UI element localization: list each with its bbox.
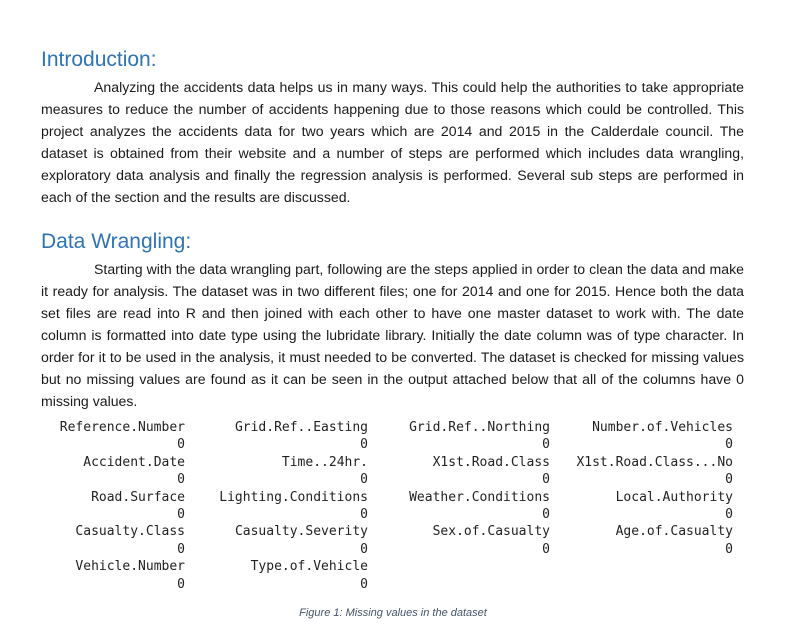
missing-count-cell: 0 bbox=[177, 541, 185, 557]
console-row bbox=[41, 489, 751, 506]
console-row bbox=[41, 558, 751, 575]
missing-count-cell bbox=[368, 576, 550, 593]
introduction-heading: Introduction: bbox=[41, 48, 157, 71]
column-name-cell: Grid.Ref..Easting bbox=[234, 420, 368, 435]
console-row bbox=[41, 541, 751, 558]
missing-count-cell: 0 bbox=[725, 472, 733, 488]
missing-count-cell: 0 bbox=[360, 576, 368, 592]
console-row bbox=[41, 454, 751, 471]
missing-count-cell bbox=[550, 576, 733, 593]
column-name-cell: Road.Surface bbox=[91, 489, 185, 505]
figure-caption: Figure 1: Missing values in the dataset bbox=[299, 607, 487, 619]
column-name-cell: X1st.Road.Class...No bbox=[576, 454, 733, 470]
column-name-cell: Time..24hr. bbox=[281, 454, 368, 470]
console-row bbox=[41, 523, 751, 540]
column-name-cell: Accident.Date bbox=[83, 454, 185, 470]
column-name-cell: Age.of.Casualty bbox=[615, 524, 733, 540]
column-name-cell: Casualty.Class bbox=[75, 524, 185, 540]
missing-count-cell: 0 bbox=[360, 541, 368, 557]
column-name-cell: Weather.Conditions bbox=[409, 489, 550, 505]
console-row bbox=[41, 436, 751, 453]
console-row bbox=[41, 419, 751, 436]
console-row bbox=[41, 471, 751, 488]
missing-count-cell: 0 bbox=[177, 472, 185, 488]
missing-count-cell: 0 bbox=[725, 437, 733, 453]
console-row bbox=[41, 506, 751, 523]
introduction-paragraph: Analyzing the accidents data helps us in many ways. This could help the authorities to take appropriate measures to reduce the number of accidents happening due to those reasons which could be controlled. This project analyzes the accidents data for two years which are 2014 and 2015 in the Calderdale council. The dataset is obtained from their website and a number of steps are performed which includes data wrangling, exploratory data analysis and finally the regression analysis is performed. Several sub steps are performed in each of the section and the results are discussed. bbox=[41, 79, 744, 205]
column-name-cell: Number.of.Vehicles bbox=[592, 420, 733, 435]
data-wrangling-heading: Data Wrangling: bbox=[41, 230, 192, 253]
missing-count-cell: 0 bbox=[542, 472, 550, 488]
column-name-cell: Local.Authority bbox=[615, 489, 733, 505]
column-name-cell: Casualty.Severity bbox=[234, 524, 368, 540]
data-wrangling-paragraph: Starting with the data wrangling part, following are the steps applied in order to clean the data and make it ready for analysis. The dataset was in two different files; one for 2014 and one for 2015. Hence both the data set files are read into R and then joined with each other to have one master dataset to work with. The date column is formatted into date type using the lubridate library. Initially the date column was of type character. In order for it to be used in the analysis, it must needed to be converted. The dataset is checked for missing values but no missing values are found as it can be seen in the output attached below that all of the columns have 0 missing values. bbox=[41, 261, 744, 409]
column-name-cell: Reference.Number bbox=[59, 420, 185, 435]
console-row bbox=[41, 576, 751, 593]
missing-count-cell: 0 bbox=[542, 437, 550, 453]
missing-count-cell: 0 bbox=[542, 541, 550, 557]
missing-count-cell: 0 bbox=[725, 541, 733, 557]
column-name-cell: Grid.Ref..Northing bbox=[409, 420, 550, 435]
missing-count-cell: 0 bbox=[360, 437, 368, 453]
column-name-cell: Lighting.Conditions bbox=[219, 489, 368, 505]
missing-count-cell: 0 bbox=[177, 576, 185, 592]
missing-count-cell: 0 bbox=[725, 506, 733, 522]
missing-count-cell: 0 bbox=[542, 506, 550, 522]
missing-values-output bbox=[41, 419, 751, 593]
missing-count-cell: 0 bbox=[360, 472, 368, 488]
missing-count-cell: 0 bbox=[177, 437, 185, 453]
column-name-cell: Type.of.Vehicle bbox=[250, 559, 368, 575]
column-name-cell: Vehicle.Number bbox=[75, 559, 185, 575]
missing-count-cell: 0 bbox=[177, 506, 185, 522]
column-name-cell bbox=[368, 558, 550, 575]
column-name-cell: Sex.of.Casualty bbox=[432, 524, 550, 540]
column-name-cell bbox=[550, 558, 733, 575]
column-name-cell: X1st.Road.Class bbox=[432, 454, 550, 470]
missing-count-cell: 0 bbox=[360, 506, 368, 522]
